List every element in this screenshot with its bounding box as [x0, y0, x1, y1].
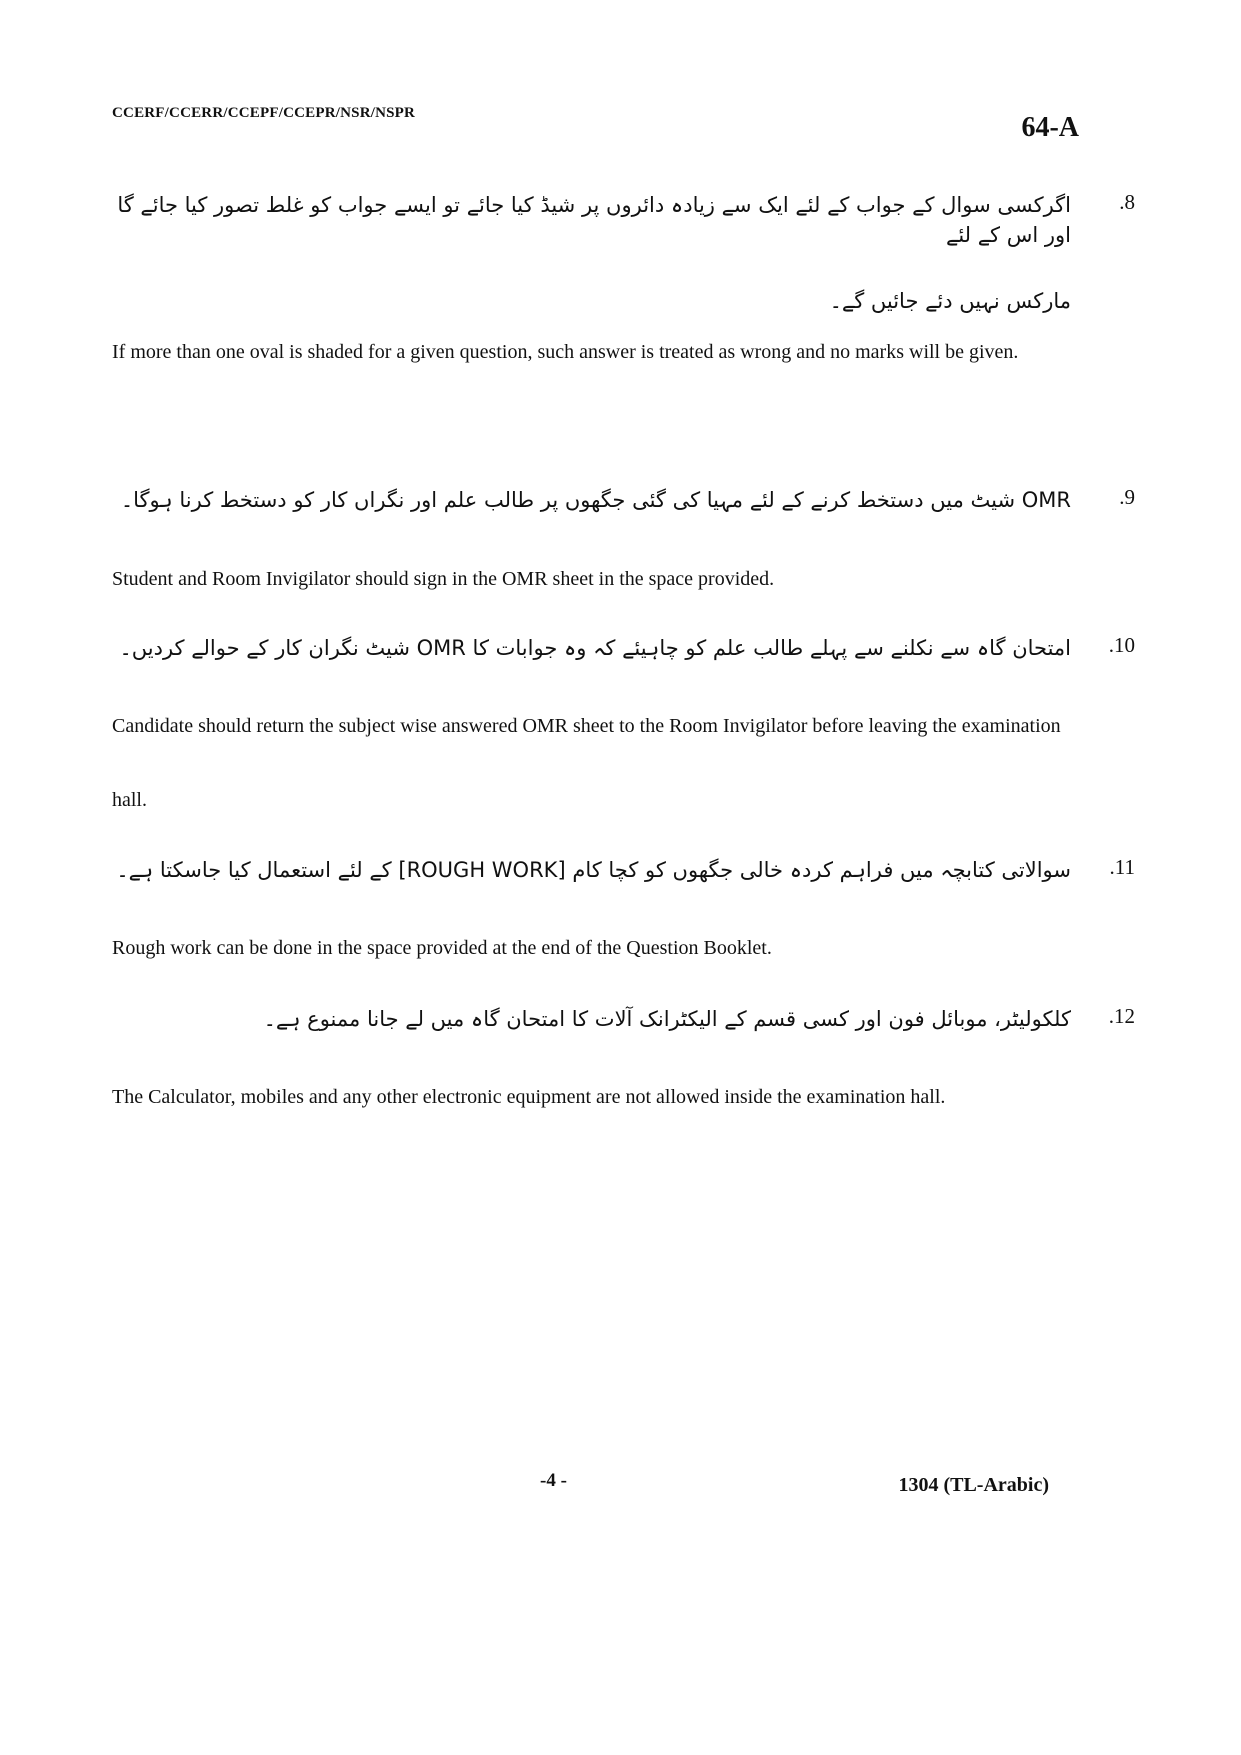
instruction-12-urdu [112, 1004, 1135, 1034]
exam-codes-header: CCERF/CCERR/CCEPF/CCEPR/NSR/NSPR [112, 105, 416, 121]
urdu-line: امتحان گاہ سے نکلنے سے پہلے طالب علم کو چاہیئے کہ وہ جوابات کا OMR شیٹ نگران کار کے حوالے کردیں۔ [119, 636, 1071, 660]
urdu-line: OMR شیٹ میں دستخط کرنے کے لئے مہیا کی گئی جگھوں پر طالب علم اور نگراں کار کو دستخط کرنا ہوگا۔ [120, 488, 1071, 512]
urdu-line: اگرکسی سوال کے جواب کے لئے ایک سے زیادہ دائروں پر شیڈ کیا جائے تو ایسے جواب کو غلط تصور کیا جائے گا اور اس کے لئے [117, 193, 1071, 247]
urdu-line: مارکس نہیں دئے جائیں گے۔ [829, 289, 1071, 313]
instruction-9-english: Student and Room Invigilator should sign in the OMR sheet in the space provided. [112, 568, 775, 590]
instruction-number: .11 [1109, 855, 1135, 879]
instruction-number: .12 [1108, 1004, 1135, 1028]
instruction-9-urdu [112, 485, 1135, 515]
urdu-line: سوالاتی کتابچہ میں فراہم کردہ خالی جگھوں کو کچا کام [ROUGH WORK] کے لئے استعمال کیا جاسکتا ہے۔ [116, 858, 1071, 882]
instruction-10-urdu [112, 633, 1135, 663]
instruction-10-english: Candidate should return the subject wise answered OMR sheet to the Room Invigilator before leaving the examination hall. [112, 715, 1061, 811]
booklet-code: 1304 (TL-Arabic) [898, 1474, 1049, 1496]
instruction-8-urdu [112, 190, 1135, 316]
instruction-12-english: The Calculator, mobiles and any other electronic equipment are not allowed inside the examination hall. [112, 1086, 946, 1108]
instruction-11-urdu [112, 855, 1135, 885]
instruction-number: .10 [1108, 633, 1135, 657]
instruction-number: .8 [1119, 190, 1135, 214]
urdu-line: کلکولیٹر، موبائل فون اور کسی قسم کے الیکٹرانک آلات کا امتحان گاہ میں لے جانا ممنوع ہے۔ [263, 1007, 1071, 1031]
paper-code: 64-A [1021, 112, 1079, 143]
instruction-11-english: Rough work can be done in the space provided at the end of the Question Booklet. [112, 937, 772, 959]
page-number: -4 - [540, 1470, 567, 1491]
instruction-number: .9 [1119, 485, 1135, 509]
instruction-8-english: If more than one oval is shaded for a given question, such answer is treated as wrong and no marks will be given. [112, 341, 1019, 363]
